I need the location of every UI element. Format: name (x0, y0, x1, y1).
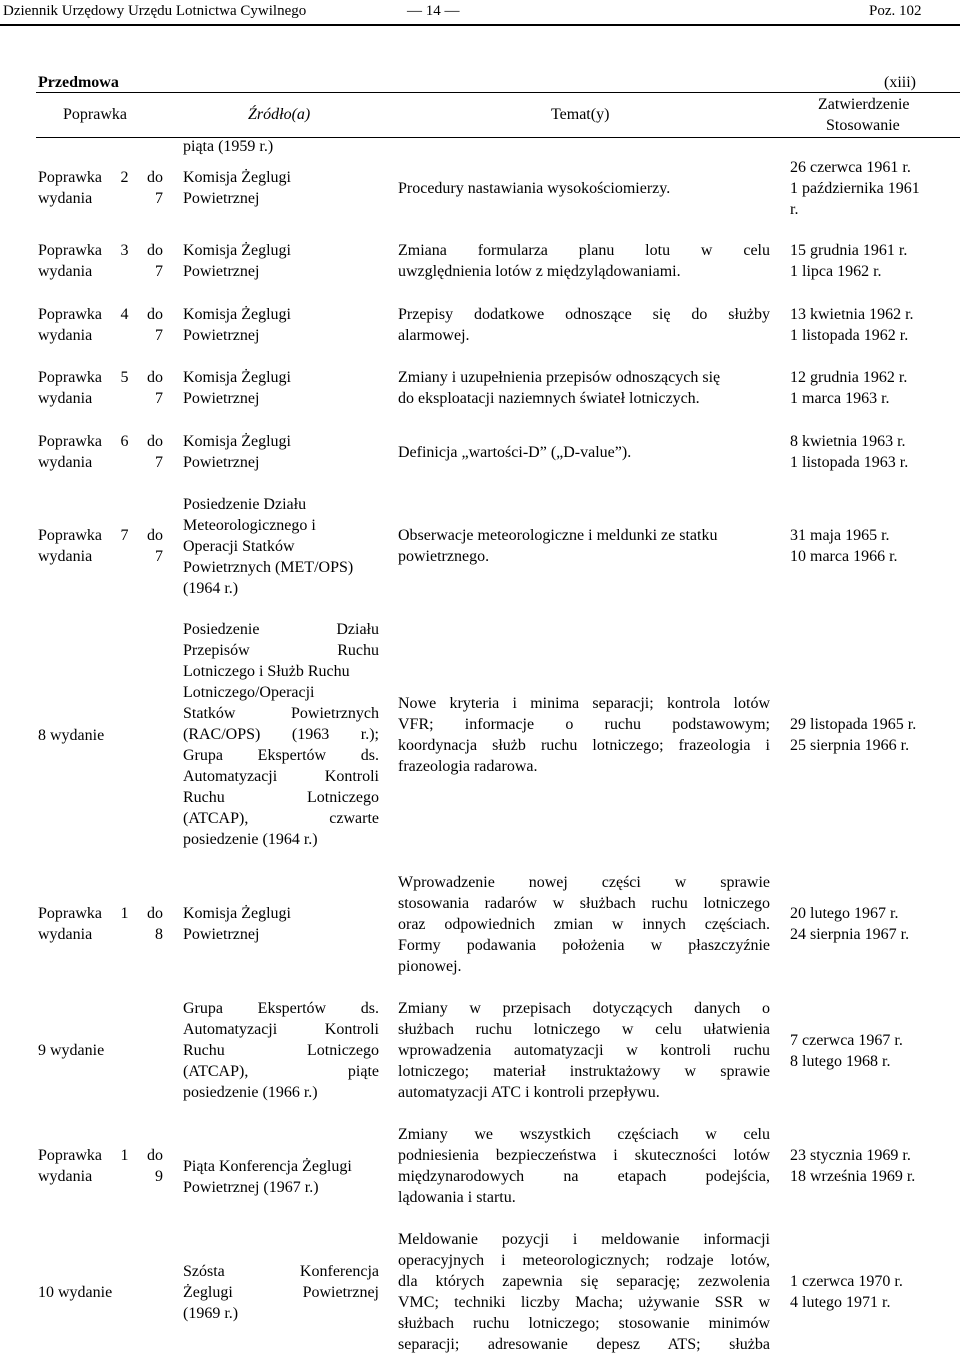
journal-title: Dziennik Urzędowy Urzędu Lotnictwa Cywilnego (3, 3, 307, 19)
subject-cell: Zmiany i uzupełnienia przepisów odnoszących się do eksploatacji naziemnych świateł lotniczych. (398, 369, 721, 407)
subject-cell: Wprowadzenie nowej części w sprawie stosowania radarów w służbach ruchu lotniczego oraz odpowiednich zmian w innych częściach. Formy podawania położenia w płaszczyźnie pionowej. (398, 874, 770, 975)
amendment-cell: Poprawka 3 do wydania 7 (38, 242, 163, 280)
dates-cell: 29 listopada 1965 r. 25 sierpnia 1966 r. (790, 716, 917, 754)
dates-cell: 13 kwietnia 1962 r. 1 listopada 1962 r. (790, 306, 914, 344)
source-cell: Szósta Konferencja Żeglugi Powietrznej (1969 r.) (183, 1263, 379, 1322)
amendment-cell: Poprawka 6 do wydania 7 (38, 433, 163, 471)
position-number: Poz. 102 (869, 3, 922, 19)
source-cell: Komisja Żeglugi Powietrznej (183, 905, 291, 943)
amendment-cell: Poprawka 5 do wydania 7 (38, 369, 163, 407)
column-header-source: Źródło(a) (248, 106, 311, 123)
section-divider (36, 92, 960, 93)
dates-cell: 8 kwietnia 1963 r. 1 listopada 1963 r. (790, 433, 909, 471)
section-page: (xiii) (884, 74, 916, 91)
column-header-subject: Temat(y) (551, 106, 610, 123)
dates-cell: 31 maja 1965 r. 10 marca 1966 r. (790, 527, 898, 565)
subject-cell: Zmiany w przepisach dotyczących danych o służbach ruchu lotniczego w celu ułatwienia wprowadzenia automatyzacji w kontroli ruchu lotniczego; materiał instruktażowy w sprawie automatyzacji ATC i kontroli przepływu. (398, 1000, 770, 1101)
subject-cell: Zmiana formularza planu lotu w celu uwzględnienia lotów z międzylądowaniami. (398, 242, 770, 280)
amendment-cell: Poprawka 1 do wydania 8 (38, 905, 163, 943)
source-cell: Komisja Żeglugi Powietrznej (183, 369, 291, 407)
dates-cell: 15 grudnia 1961 r. 1 lipca 1962 r. (790, 242, 908, 280)
column-header-amendment: Poprawka (63, 106, 127, 123)
dates-cell: 26 czerwca 1961 r. 1 października 1961 r. (790, 159, 920, 218)
subject-cell: Definicja „wartości-D” („D-value”). (398, 444, 632, 461)
source-cell: piąta (1959 r.) Komisja Żeglugi Powietrznej (183, 138, 291, 207)
dates-cell: 20 lutego 1967 r. 24 sierpnia 1967 r. (790, 905, 910, 943)
amendment-cell: 9 wydanie (38, 1042, 105, 1059)
amendment-cell: Poprawka 1 do wydania 9 (38, 1147, 163, 1185)
source-cell: Komisja Żeglugi Powietrznej (183, 433, 291, 471)
subject-cell: Przepisy dodatkowe odnoszące się do służby alarmowej. (398, 306, 770, 344)
dates-cell: 7 czerwca 1967 r. 8 lutego 1968 r. (790, 1032, 903, 1070)
subject-cell: Obserwacje meteorologiczne i meldunki ze statku powietrznego. (398, 527, 718, 565)
amendment-cell: 8 wydanie (38, 727, 105, 744)
page-header (0, 0, 960, 22)
source-cell: Posiedzenie Działu Przepisów Ruchu Lotniczego i Służb Ruchu Lotniczego/Operacji Statków Powietrznych (RAC/OPS) (1963 r.); Grupa Ekspertów ds. Automatyzacji Kontroli Ruchu Lotniczego (ATCAP), czwarte posiedzenie (1964 r.) (183, 621, 379, 848)
column-header-applicable: Stosowanie (826, 117, 900, 134)
page-number: — 14 — (407, 3, 460, 19)
amendment-cell: Poprawka 4 do wydania 7 (38, 306, 163, 344)
column-header-approved: Zatwierdzenie (818, 96, 910, 113)
source-cell: Posiedzenie Działu Meteorologicznego i Operacji Statków Powietrznych (MET/OPS) (1964 r.) (183, 496, 354, 597)
subject-cell: Meldowanie pozycji i meldowanie informacji operacyjnych i meteorologicznych; rodzaje lotów, dla których zapewnia się separację; zezwolenia VMC; techniki liczby Macha; używanie SSR w służbach ruchu lotniczego; stosowanie minimów separacji; adresowanie depesz ATS; służba (398, 1231, 770, 1353)
column-header-divider (36, 137, 960, 138)
source-cell: Komisja Żeglugi Powietrznej (183, 306, 291, 344)
dates-cell: 1 czerwca 1970 r. 4 lutego 1971 r. (790, 1273, 903, 1311)
source-cell: Piąta Konferencja Żeglugi Powietrznej (1967 r.) (183, 1158, 352, 1196)
source-cell: Komisja Żeglugi Powietrznej (183, 242, 291, 280)
header-divider (0, 24, 960, 26)
source-cell: Grupa Ekspertów ds. Automatyzacji Kontroli Ruchu Lotniczego (ATCAP), piąte posiedzenie (1966 r.) (183, 1000, 379, 1101)
amendment-cell: Poprawka 2 do wydania 7 (38, 169, 163, 207)
dates-cell: 12 grudnia 1962 r. 1 marca 1963 r. (790, 369, 908, 407)
amendment-cell: Poprawka 7 do wydania 7 (38, 527, 163, 565)
section-title: Przedmowa (38, 74, 119, 91)
subject-cell: Nowe kryteria i minima separacji; kontrola lotów VFR; informacje o ruchu podstawowym; koordynacja służb ruchu lotniczego; frazeologia i frazeologia radarowa. (398, 695, 770, 775)
dates-cell: 23 stycznia 1969 r. 18 września 1969 r. (790, 1147, 916, 1185)
subject-cell: Zmiany we wszystkich częściach w celu podniesienia bezpieczeństwa i skuteczności lotów międzynarodowych na etapach podejścia, lądowania i startu. (398, 1126, 770, 1206)
subject-cell: Procedury nastawiania wysokościomierzy. (398, 180, 671, 197)
amendment-cell: 10 wydanie (38, 1284, 113, 1301)
